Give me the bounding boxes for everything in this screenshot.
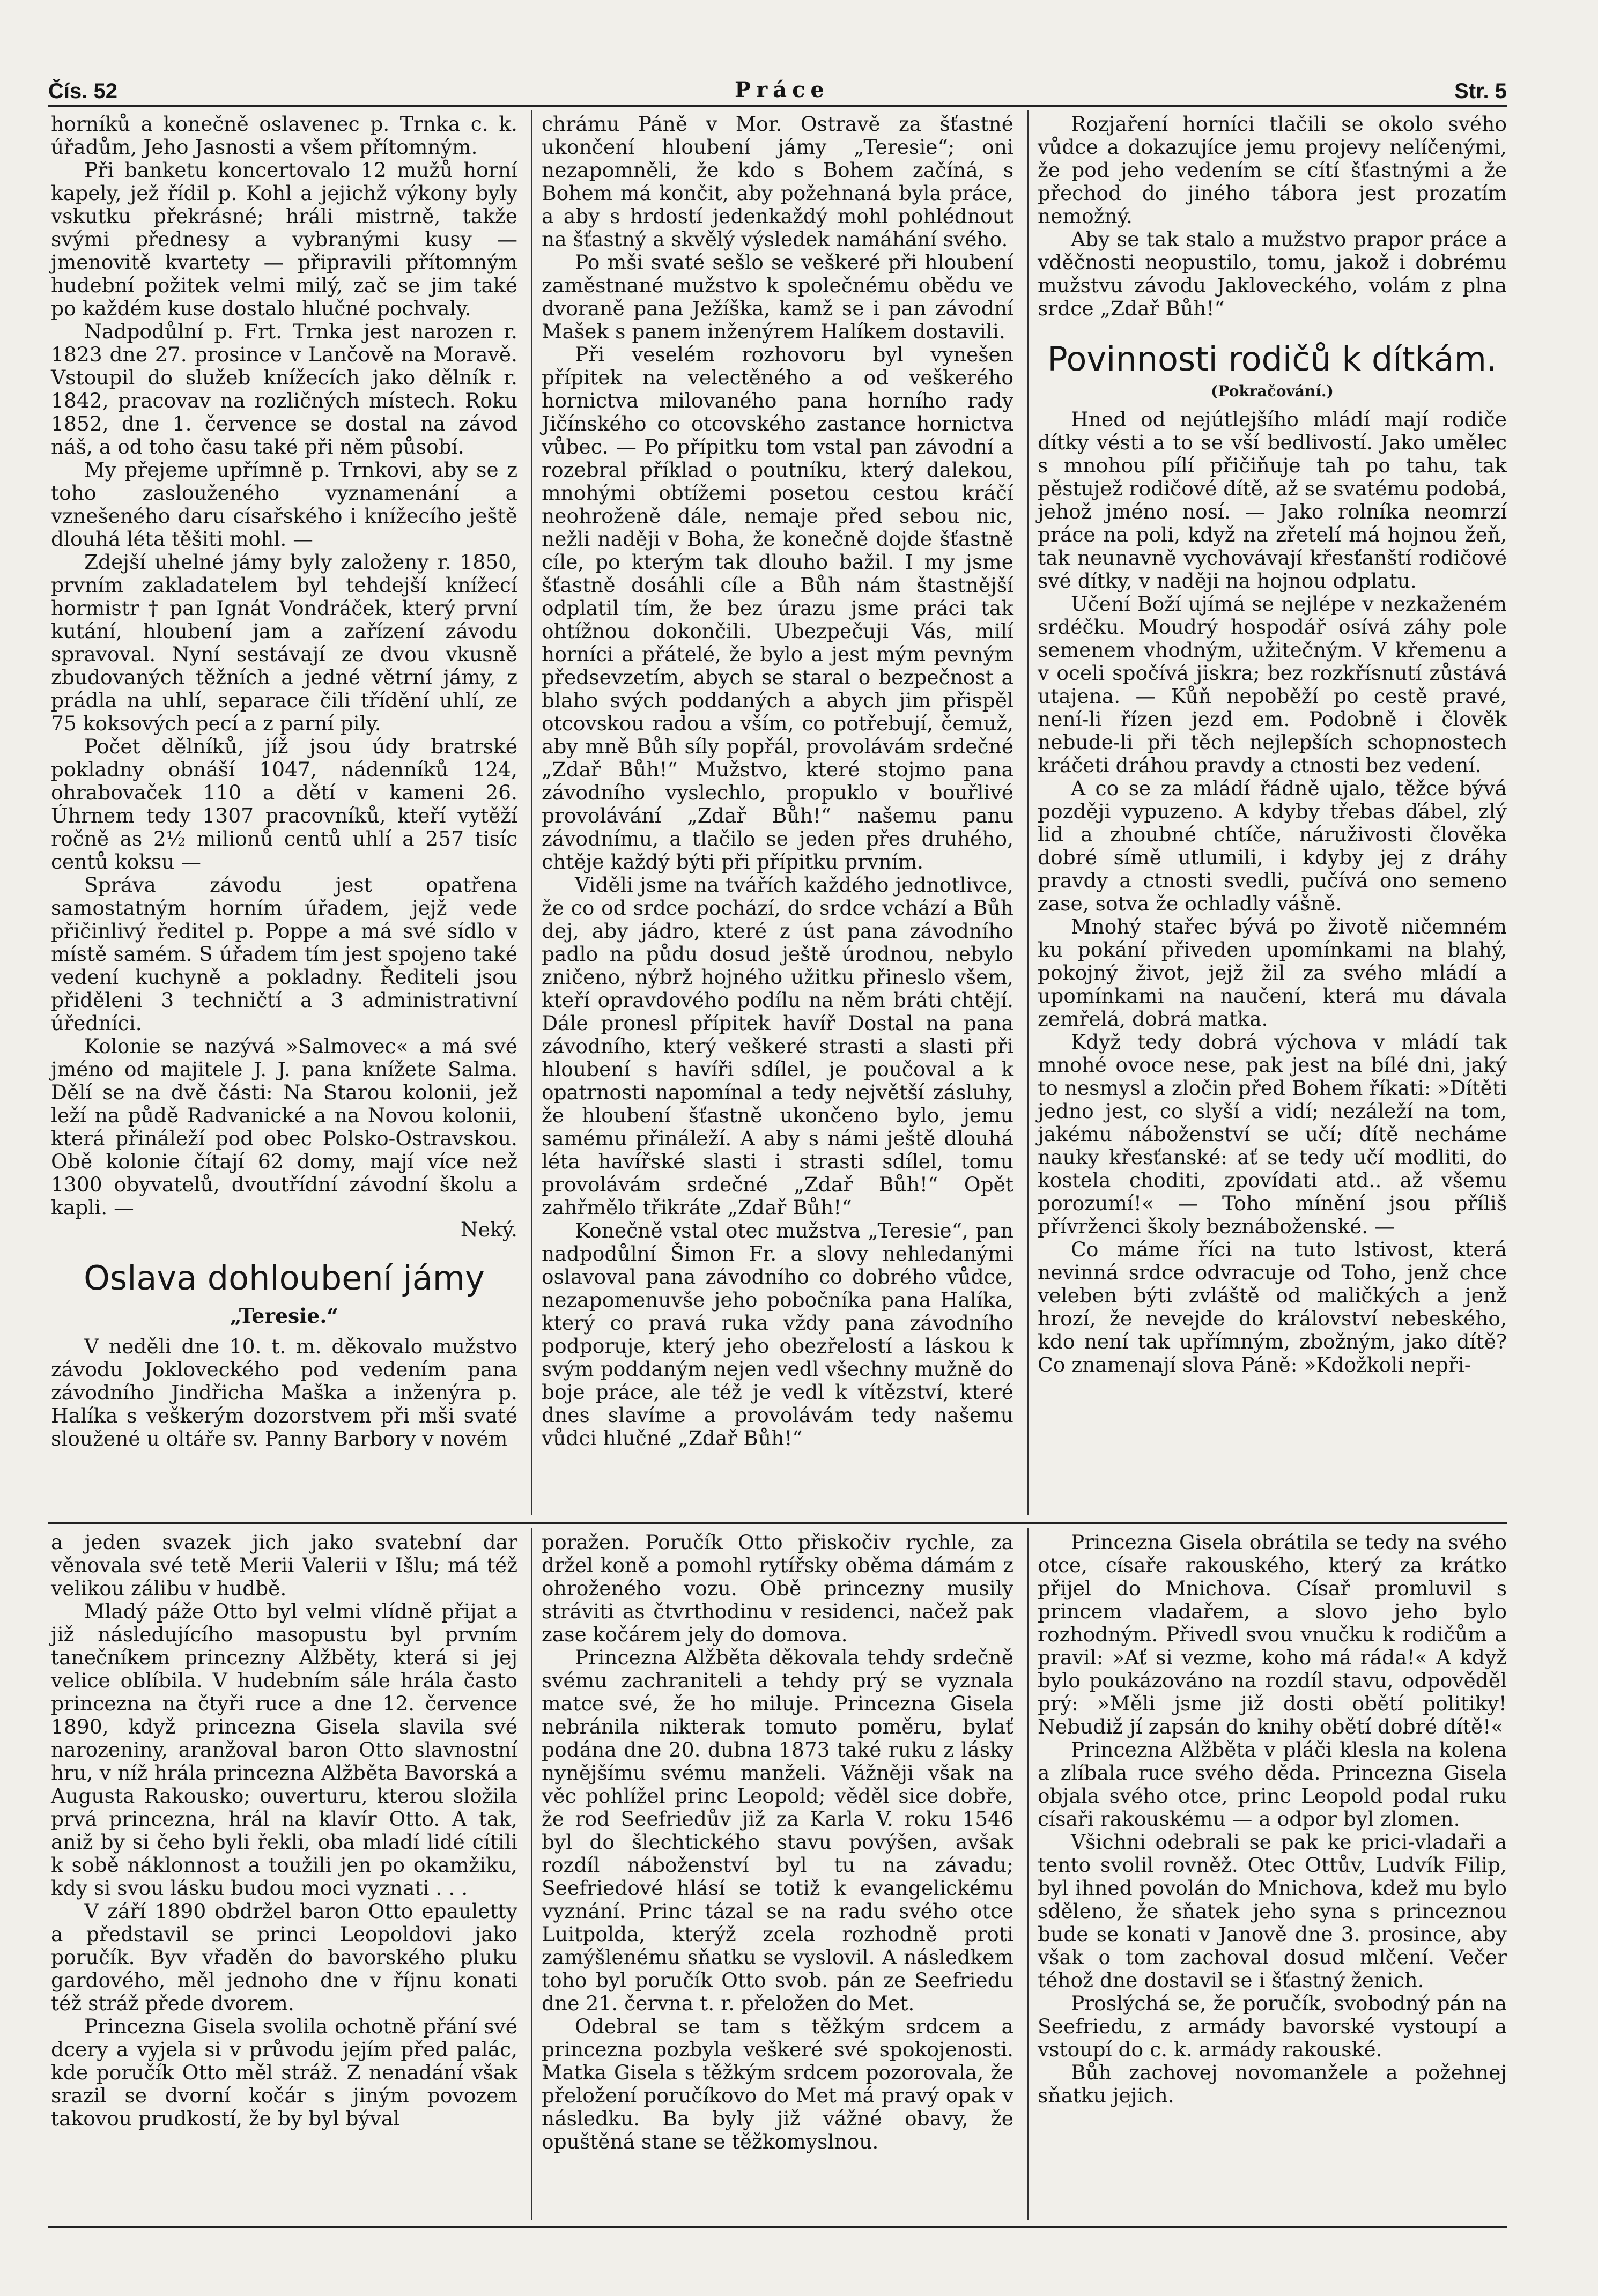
paragraph: a jeden svazek jich jako svatební dar věnovala své tetě Merii Valerii v Išlu; má též velikou zálibu v hudbě.	[51, 1530, 517, 1600]
author-signature: Neký.	[460, 1218, 517, 1241]
paragraph: A co se za mládí řádně ujalo, těžce bývá později vypuzeno. A kdyby třebas ďábel, zlý lid a zhoubné chtíče, náruživosti člověka dobré símě utlumili, i kdyby jej z dráhy pravdy a ctnosti svedli, pučívá ono semeno zase, sotva že ochladly vášně.	[1038, 776, 1507, 915]
paragraph: Konečně vstal otec mužstva „Teresie“, pan nadpodůlní Šimon Fr. a slovy nehledanými oslavoval pana závodního co dobrého vůdce, nezapomenuvše jeho pobočníka pana Halíka, který co pravá ruka vždy pana závodního podporuje, který jeho obezřelostí a láskou k svým poddaným nejen vedl všechny mužně do boje práce, ale též je vedl k vítězství, které dnes slavíme a provolávám tedy našemu vůdci hlučné „Zdař Bůh!“	[542, 1219, 1013, 1450]
paragraph: horníků a konečně oslavenec p. Trnka c. k. úřadům, Jeho Jasnosti a všem přítomným.	[51, 112, 517, 159]
paragraph: V září 1890 obdržel baron Otto epauletty a představil se princi Leopoldovi jako poručík. Byv vřaděn do bavorského pluku gardového, měl jednoho dne v říjnu konati též stráž přede dvorem.	[51, 1899, 517, 2015]
article-title: Povinnosti rodičů k dítkám.	[1047, 339, 1497, 379]
column-rule	[1027, 1528, 1029, 2220]
paragraph: Správa závodu jest opatřena samostatným horním úřadem, jejž vede přičinlivý ředitel p. Poppe a má své sídlo v místě samém. S úřadem tím jest spojeno také vedení kuchyně a pokladny. Řediteli jsou přiděleni 3 techničtí a 3 administrativní úředníci.	[51, 873, 517, 1035]
paragraph: Proslýchá se, že poručík, svobodný pán na Seefriedu, z armády bavorské vystoupí a vstoupí do c. k. armády rakouské.	[1038, 1991, 1507, 2061]
paragraph: Princezna Gisela obrátila se tedy na svého otce, císaře rakouského, který za krátko přijel do Mnichova. Císař promluvil s princem vladařem, a slovo jeho bylo rozhodným. Přivedl svou vnučku k rodičům a pravil: »Ať si vezme, koho má ráda!« A když bylo poukázováno na rozdíl stavu, odpověděl prý: »Měli jsme již dosti obětí politiky! Nebudiž jí zapsán do knihy obětí dobré dítě!«	[1038, 1530, 1507, 1738]
paragraph: Rozjaření horníci tlačili se okolo svého vůdce a dokazujíce jemu projevy nelíčenými, že pod jeho vedením se cítí šťastnými a že přechod do jiného tábora jest prozatím nemožný.	[1038, 112, 1507, 228]
newspaper-title: Práce	[735, 77, 830, 102]
paragraph: Hned od nejútlejšího mládí mají rodiče dítky vésti a to se vší bedlivostí. Jako umělec s mnohou pílí přičiňuje tah po tahu, tak pěstujež rodičové dítě, až se svatému podobá, jehož jméno nosí. — Jako rolníka neomrzí práce na poli, když na zřetelí má hojnou žeň, tak neunavně vychovávají křesťanští rodičové své dítky, v naději na hojnou odplatu.	[1038, 408, 1507, 592]
paragraph: Mnohý stařec bývá po životě ničemném ku pokání přiveden upomínkami na blahý, pokojný život, jejž žil za svého mládí a upomínkami na naučení, která mu dávala zemřelá, dobrá matka.	[1038, 915, 1507, 1031]
article-title: Oslava dohloubení jámy	[84, 1258, 485, 1298]
bottom-column-2	[542, 1531, 1013, 2153]
paragraph: Po mši svaté sešlo se veškeré při hloubení zaměstnané mužstvo k společnému obědu ve dvoraně pana Ježíška, kamž se i pan závodní Mašek s panem inženýrem Halíkem dostavili.	[542, 250, 1013, 343]
paragraph: Mladý páže Otto byl velmi vlídně přijat a již následujícího masopustu byl prvním tanečníkem princezny Alžběty, která si jej velice oblíbila. V hudebním sále hrála často princezna na čtyři ruce a dne 12. července 1890, když princezna Gisela slavila své narozeniny, aranžoval baron Otto slavnostní hru, v níž hrála princezna Alžběta Bavorská a Augusta Rakousko; ouverturu, kterou složila prvá princezna, hrál na klavír Otto. A tak, aniž by si čeho byli řekli, oba mladí lidé cítili k sobě náklonnost a toužili jen po okamžiku, kdy si svou lásku budou moci vyznati . . .	[51, 1599, 517, 1900]
paragraph: Princezna Gisela svolila ochotně přání své dcery a vyjela si v průvodu jejím před palác, kde poručík Otto měl stráž. Z nenadání však srazil se dvorní kočár s jiným povozem takovou prudkostí, že by byl býval	[51, 2014, 517, 2130]
section-rule	[48, 1522, 1507, 1524]
top-column-1	[51, 113, 517, 1450]
paragraph: chrámu Páně v Mor. Ostravě za šťastné ukončení hloubení jámy „Teresie“; oni nezapomněli, že kdo s Bohem začíná, s Bohem má končit, aby požehnaná byla práce, a aby s hrdostí jedenkaždý mohl pohlédnout na šťastný a skvělý výsledek namáhání svého.	[542, 112, 1013, 251]
paragraph: Kolonie se nazývá »Salmovec« a má své jméno od majitele J. J. pana knížete Salma. Dělí se na dvě části: Na Starou kolonii, jež leží na půdě Radvanické a na Novou kolonii, která přináleží pod obec Polsko-Ostravskou. Obě kolonie čítají 62 domy, mají více než 1300 obyvatelů, dvoutřídní závodní školu a kapli. —	[51, 1034, 517, 1219]
column-rule	[531, 1528, 532, 2220]
paragraph: Princezna Alžběta v pláči klesla na kolena a zlíbala ruce svého děda. Princezna Gisela objala svého otce, princ Leopold podal ruku císaři rakouskému — a odpor byl zlomen.	[1038, 1738, 1507, 1831]
footer-rule	[48, 2226, 1507, 2228]
paragraph: V neděli dne 10. t. m. děkovalo mužstvo závodu Jokloveckého pod vedením pana závodního Jindřicha Maška a inženýra p. Halíka s veškerým dozorstvem při mši svaté sloužené u oltáře sv. Panny Barbory v novém	[51, 1335, 517, 1450]
paragraph: Viděli jsme na tvářích každého jednotlivce, že co od srdce pochází, do srdce vchází a Bůh dej, aby jádro, které z úst pana závodního padlo na půdu dosud ještě úrodnou, nebylo zničeno, nýbrž hojného užitku přineslo všem, kteří opravdového podílu na něm bráti chtějí. Dále pronesl přípitek havíř Dostal na pana závodního, který veškeré strasti a slasti při hloubení s havíři sdílel, je poučoval a k opatrnosti napomínal a tedy největší zásluhy, že hloubení šťastně ukončeno bylo, jemu samému přináleží. A aby s námi ještě dlouhá léta havířské slasti i strasti sdílel, tomu provolávám srdečné „Zdař Bůh!“ Opět zahřmělo třikráte „Zdař Bůh!“	[542, 873, 1013, 1219]
article-note: (Pokračování.)	[1211, 382, 1334, 400]
paragraph: Při veselém rozhovoru byl vynešen přípitek na velectěného a od veškerého hornictva milovaného pana horního rady Jičínského co otcovského zastance hornictva vůbec. — Po přípitku tom vstal pan závodní a rozebral příklad o poutníku, který dalekou, mnohými obtížemi posetou cestou kráčí neohroženě dále, nemaje před sebou nic, nežli naději v Boha, že konečně dojde šťastně cíle, po kterým tak dlouho bažil. I my jsme šťastně dosáhli cíle a Bůh nám štastnější odplatil tím, že bez úrazu jsme práci tak ohtížnou dokončili. Ubezpečuji Vás, milí horníci a přátelé, že bylo a jest mým pevným předsevzetím, abych se staral o bezpečnost a blaho svých poddaných a abych jim přispěl otcovskou radou a vším, co potřebují, čemuž, aby mně Bůh síly popřál, provolávám srdečné „Zdař Bůh!“ Mužstvo, které stojmo pana závodního vyslechlo, propuklo v bouřlivé provolávání „Zdař Bůh!“ našemu panu závodnímu, a tlačilo se jeden přes druhého, chtěje každý býti při přípitku prvním.	[542, 343, 1013, 873]
bottom-column-1	[51, 1531, 517, 2130]
page-header	[48, 59, 1507, 103]
paragraph: Aby se tak stalo a mužstvo prapor práce a vděčnosti neopustilo, tomu, jakož i dobrému mužstvu závodu Jakloveckého, volám z plna srdce „Zdař Bůh!“	[1038, 227, 1507, 320]
paragraph: Princezna Alžběta děkovala tehdy srdečně svému zachraniteli a tehdy prý se vyznala matce své, že ho miluje. Princezna Gisela nebránila nikterak tomuto poměru, bylať podána dne 20. dubna 1873 také ruku z lásky nynějšímu svému manželi. Vážněji však na věc pohlížel princ Leopold; věděl sice dobře, že rod Seefriedův již za Karla V. roku 1546 byl do šlechtického stavu povýšen, avšak rozdíl náboženství byl tu na závadu; Seefriedové hlásí se totiž k evangelickému vyznání. Princ tázal se na radu svého otce Luitpolda, kterýž zcela rozhodně proti zamýšlenému sňatku se vyslovil. A následkem toho byl poručík Otto svob. pán ze Seefriedu dne 21. června t. r. přeložen do Met.	[542, 1646, 1013, 2015]
paragraph: Učení Boží ujímá se nejlépe v nezkaženém srdéčku. Moudrý hospodář osívá záhy pole semenem vhodným, užitečným. V křemenu a v oceli spočívá jiskra; bez rozkřísnutí zůstává utajena. — Kůň nepoběží po cestě pravé, není-li řízen jezd em. Podobně i člověk nebude-li při těch nejlepších schopnostech kráčeti dráhou pravdy a ctnosti bez vedení.	[1038, 592, 1507, 777]
paragraph: Bůh zachovej novomanžele a požehnej sňatku jejich.	[1038, 2061, 1507, 2107]
paragraph: Všichni odebrali se pak ke prici-vladaři a tento svolil rovněž. Otec Ottův, Ludvík Filip, byl ihned povolán do Mnichova, kdež mu bylo sděleno, že sňatek jeho syna s princeznou bude se konati v Janově dne 3. prosince, aby však o tom zachoval dosud mlčení. Večer téhož dne dostavil se i šťastný ženich.	[1038, 1830, 1507, 1992]
top-column-2	[542, 113, 1013, 1450]
paragraph: Když tedy dobrá výchova v mládí tak mnohé ovoce nese, pak jest na bílé dni, jaký to nesmysl a zločin před Bohem říkati: »Dítěti jedno jest, co slyší a vidí; nezáleží na tom, jakému náboženství se učí; dítě necháme nauky křesťanské: ať se tedy učí modliti, do kostela choditi, zpovídati atd.. až všemu porozumí!« — Toho mínění jsou příliš přívrženci školy beznáboženské. —	[1038, 1030, 1507, 1238]
article-subtitle: „Teresie.“	[230, 1304, 339, 1328]
page-number: Str. 5	[1454, 79, 1507, 103]
paragraph: Počet dělníků, jíž jsou údy bratrské pokladny obnáší 1047, nádenníků 124, ohrabovaček 110 a dětí v kameni 26. Úhrnem tedy 1307 pracovníků, kteří vytěží ročně as 2½ milionů centů uhlí a 257 tisíc centů koksu —	[51, 735, 517, 873]
column-rule	[531, 110, 532, 1515]
paragraph: Odebral se tam s těžkým srdcem a princezna pozbyla veškeré své spokojenosti. Matka Gisela s těžkým srdcem pozorovala, že přeložení poručíkovo do Met má pravý opak v následku. Ba byly již vážné obavy, že opuštěná stane se těžkomyslnou.	[542, 2014, 1013, 2153]
paragraph: Nadpodůlní p. Frt. Trnka jest narozen r. 1823 dne 27. prosince v Lančově na Moravě. Vstoupil do služeb knížecích jako dělník r. 1842, pracovav na rozličných místech. Roku 1852, dne 1. července se dostal na závod náš, a od toho času také při něm působí.	[51, 320, 517, 458]
paragraph: My přejeme upřímně p. Trnkovi, aby se z toho zaslouženého vyznamenání a vznešeného daru císařského i knížecího ještě dlouhá léta těšiti mohl. —	[51, 458, 517, 551]
paragraph: Co máme říci na tuto lstivost, která nevinná srdce odvracuje od Toho, jenž chce veleben býti zvláště od maličkých a jenž hrozí, že nevejde do království nebeského, kdo není tak upřímným, zbožným, jako dítě? Co znamenají slova Páně: »Kdožkoli nepři-	[1038, 1238, 1507, 1376]
bottom-column-3	[1038, 1531, 1507, 2107]
top-column-3	[1038, 113, 1507, 1376]
issue-number: Čís. 52	[48, 79, 117, 103]
column-rule	[1027, 110, 1029, 1515]
paragraph: Zdejší uhelné jámy byly založeny r. 1850, prvním zakladatelem byl tehdejší knížecí hormistr † pan Ignát Vondráček, který první kutání, hloubení jam a zařízení závodu spravoval. Nyní sestávají ze dvou vkusně zbudovaných těžních a jedné větrní jámy, z prádla na uhlí, separace čili třídění uhlí, ze 75 koksových pecí a z parní pily.	[51, 550, 517, 735]
paragraph: poražen. Poručík Otto přiskočiv rychle, za držel koně a pomohl rytířsky oběma dámám z ohroženého vozu. Obě princezny musily stráviti as čtvrthodinu v residenci, načež pak zase kočárem jely do domova.	[542, 1530, 1013, 1646]
header-rule	[48, 105, 1507, 107]
paragraph: Při banketu koncertovalo 12 mužů horní kapely, jež řídil p. Kohl a jejichž výkony byly vskutku překrásné; hráli mistrně, takže svými přednesy a vybranými kusy — jmenovitě kvartety — připravili přítomným hudební požitek velmi milý, zač se jim také po každém kuse dostalo hlučné pochvaly.	[51, 158, 517, 320]
